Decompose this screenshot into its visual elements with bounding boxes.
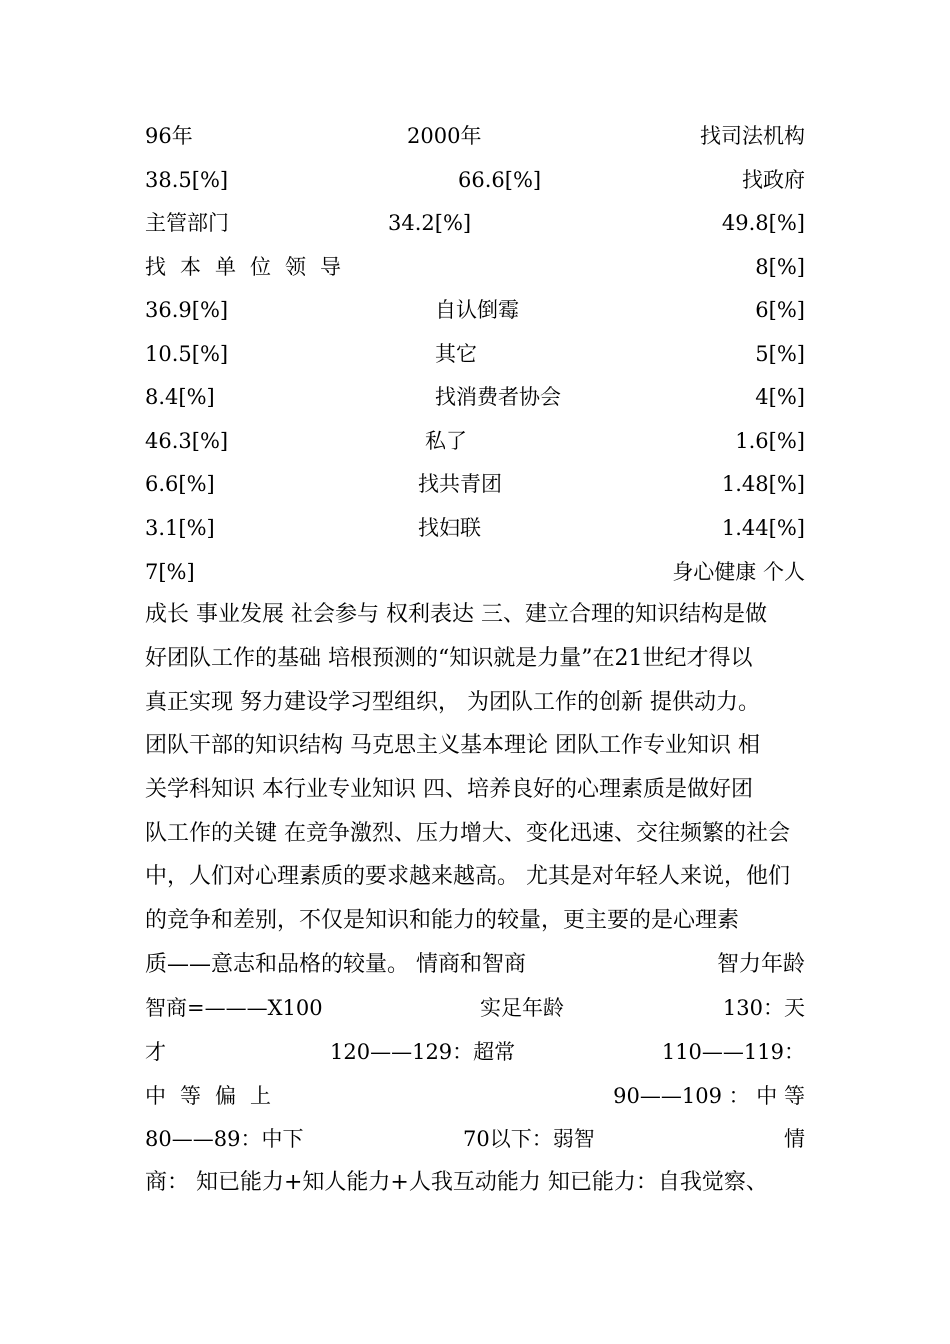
iq-row-3 <box>145 1080 805 1112</box>
stat-row-11 <box>145 556 805 588</box>
stat-row-1 <box>145 120 805 152</box>
body-text: 质——意志和品格的较量。 情商和智商 <box>145 952 526 977</box>
stat-cell: 3.1[%] <box>145 516 215 540</box>
iq-scale-item: 130：天 <box>722 996 805 1020</box>
stat-cell: 私了 <box>425 429 467 453</box>
iq-scale-item: 中等偏上 <box>145 1084 285 1108</box>
stat-cell: 自认倒霉 <box>435 298 519 322</box>
stat-cell: 主管部门 <box>145 211 229 235</box>
iq-denominator-label: 实足年龄 <box>480 996 564 1020</box>
stat-row-7 <box>145 381 805 413</box>
stat-cell: 找本单位领导 <box>145 255 355 279</box>
stat-cell: 6[%] <box>755 298 805 322</box>
stat-row-6 <box>145 338 805 370</box>
stat-cell: 2000年 <box>407 124 482 148</box>
eq-heading: 情 <box>784 1127 805 1151</box>
stat-cell: 其它 <box>435 342 477 366</box>
stat-cell: 49.8[%] <box>721 211 805 235</box>
stat-cell: 5[%] <box>755 342 805 366</box>
body-text-line: 的竞争和差别，不仅是知识和能力的较量，更主要的是心理素 <box>145 908 740 933</box>
stat-cell: 36.9[%] <box>145 298 229 322</box>
stat-row-2 <box>145 164 805 196</box>
stat-cell: 34.2[%] <box>388 211 472 235</box>
stat-cell: 1.48[%] <box>721 472 805 496</box>
stat-cell: 1.44[%] <box>721 516 805 540</box>
stat-row-4 <box>145 251 805 283</box>
body-text-line: 关学科知识 本行业专业知识 四、培养良好的心理素质是做好团 <box>145 777 753 802</box>
stat-row-10 <box>145 512 805 544</box>
eq-definition-line: 商： 知已能力+知人能力+人我互动能力 知已能力：自我觉察、 <box>145 1170 768 1195</box>
stat-row-9 <box>145 468 805 500</box>
body-text-line: 成长 事业发展 社会参与 权利表达 三、建立合理的知识结构是做 <box>145 602 767 627</box>
stat-cell: 找共青团 <box>418 472 502 496</box>
stat-row-5 <box>145 294 805 326</box>
body-text-line: 队工作的关键 在竞争激烈、压力增大、变化迅速、交往频繁的社会 <box>145 821 790 846</box>
iq-scale-item: 80——89：中下 <box>145 1127 304 1151</box>
stat-cell: 96年 <box>145 124 193 148</box>
stat-cell: 10.5[%] <box>145 342 229 366</box>
stat-cell: 找消费者协会 <box>435 385 561 409</box>
stat-cell: 找妇联 <box>418 516 481 540</box>
stat-row-8 <box>145 425 805 457</box>
stat-cell: 身心健康 个人 <box>672 560 805 584</box>
iq-row-2 <box>145 1036 805 1068</box>
stat-cell: 46.3[%] <box>145 429 229 453</box>
stat-cell: 7[%] <box>145 560 195 584</box>
iq-scale-item: 70以下：弱智 <box>463 1127 595 1151</box>
iq-scale-item: 120——129：超常 <box>330 1040 516 1064</box>
iq-formula: 智商=———X100 <box>145 996 323 1020</box>
iq-scale-item: 90——109 ： 中 等 <box>613 1084 805 1108</box>
body-text-line: 团队干部的知识结构 马克思主义基本理论 团队工作专业知识 相 <box>145 733 760 758</box>
stat-cell: 8.4[%] <box>145 385 215 409</box>
stat-row-3 <box>145 207 805 239</box>
stat-cell: 6.6[%] <box>145 472 215 496</box>
body-text-line: 中，人们对心理素质的要求越来越高。 尤其是对年轻人来说，他们 <box>145 864 790 889</box>
iq-row-4 <box>145 1123 805 1155</box>
stat-cell: 找司法机构 <box>700 124 805 148</box>
iq-numerator-label: 智力年龄 <box>716 952 805 977</box>
stat-cell: 找政府 <box>742 168 805 192</box>
iq-scale-item: 110——119： <box>661 1040 805 1064</box>
stat-cell: 4[%] <box>755 385 805 409</box>
iq-scale-item: 才 <box>145 1040 166 1064</box>
stat-cell: 1.6[%] <box>735 429 805 453</box>
body-text-line: 好团队工作的基础 培根预测的“知识就是力量”在21世纪才得以 <box>145 646 753 671</box>
stat-cell: 66.6[%] <box>458 168 542 192</box>
body-text-line-9 <box>145 949 805 981</box>
iq-row-1 <box>145 992 805 1024</box>
stat-cell: 8[%] <box>755 255 805 279</box>
body-text-line: 真正实现 努力建设学习型组织， 为团队工作的创新 提供动力。 <box>145 690 760 715</box>
stat-cell: 38.5[%] <box>145 168 229 192</box>
